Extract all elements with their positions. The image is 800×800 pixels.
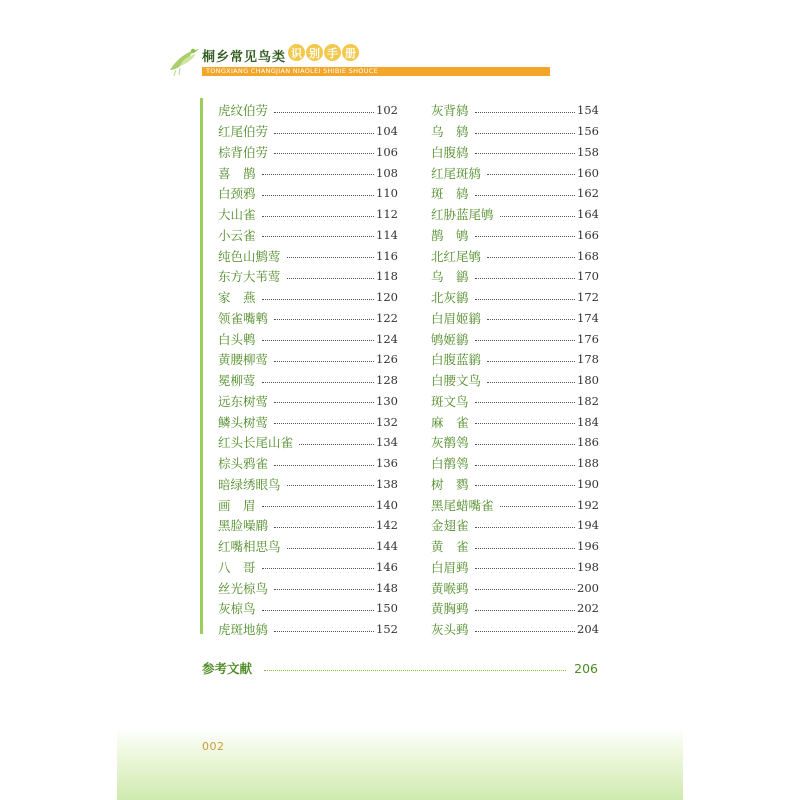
toc-entry[interactable]: [431, 577, 599, 598]
toc-entry[interactable]: [218, 432, 398, 453]
toc-entry-name: 丝光椋鸟: [218, 580, 269, 596]
toc-entry-page: 172: [577, 290, 599, 305]
book-header: [166, 40, 406, 80]
toc-entry-name: 东方大苇莺: [218, 269, 281, 285]
toc-entry-page: 116: [376, 248, 398, 263]
toc-entry-name: 红胁蓝尾鸲: [431, 207, 494, 223]
leader-dots: [487, 382, 575, 383]
leader-dots: [274, 133, 374, 134]
toc-entry-page: 178: [577, 352, 599, 367]
toc-entry-name: 北红尾鸲: [431, 248, 482, 264]
leader-dots: [274, 465, 374, 466]
toc-right-column: [431, 100, 599, 640]
leader-dots: [274, 112, 374, 113]
toc-entry-page: 124: [376, 331, 398, 346]
toc-entry-page: 104: [376, 124, 398, 139]
leader-dots: [262, 216, 375, 217]
leader-dots: [287, 257, 375, 258]
title-pinyin-bar: TONGXIANG CHANGJIAN NIAOLEI SHIBIE SHOUCE: [202, 67, 550, 76]
toc-entry[interactable]: [431, 183, 599, 204]
toc-entry-page: 142: [376, 518, 398, 533]
leader-dots: [475, 631, 576, 632]
leader-dots: [262, 236, 375, 237]
leader-dots: [500, 506, 576, 507]
toc-entry-name: 领雀嘴鹎: [218, 310, 269, 326]
toc-entry-name: 灰头鹀: [431, 622, 469, 638]
toc-entry[interactable]: [218, 515, 398, 536]
toc-entry-page: 156: [577, 124, 599, 139]
toc-entry[interactable]: [218, 474, 398, 495]
toc-entry-name: 虎纹伯劳: [218, 103, 269, 119]
toc-entry-page: 122: [376, 310, 398, 325]
toc-entry-page: 132: [376, 414, 398, 429]
toc-entry-page: 108: [376, 165, 398, 180]
leader-dots: [475, 236, 576, 237]
toc-entry-page: 194: [577, 518, 599, 533]
toc-entry-name: 鳞头树莺: [218, 414, 269, 430]
toc-entry[interactable]: [218, 142, 398, 163]
leader-dots: [475, 485, 576, 486]
leader-dots: [287, 485, 375, 486]
leader-dots: [475, 610, 576, 611]
toc-entry-page: 188: [577, 456, 599, 471]
toc-entry-name: 黄喉鹀: [431, 580, 469, 596]
toc-entry-page: 198: [577, 559, 599, 574]
toc-entry-page: 176: [577, 331, 599, 346]
toc-entry-page: 192: [577, 497, 599, 512]
bird-logo-icon: [166, 40, 200, 78]
toc-entry-name: 大山雀: [218, 207, 256, 223]
bottom-gradient-band: [117, 728, 683, 800]
leader-dots: [274, 361, 374, 362]
toc-entry-name: 小云雀: [218, 227, 256, 243]
toc-entry[interactable]: [218, 308, 398, 329]
leader-dots: [274, 631, 374, 632]
toc-entry-name: 棕头鸦雀: [218, 456, 269, 472]
leader-dots: [475, 153, 576, 154]
leader-dots: [475, 548, 576, 549]
leader-dots: [475, 299, 576, 300]
toc-entry[interactable]: [218, 557, 398, 578]
toc-entry[interactable]: [218, 391, 398, 412]
toc-entry-page: 168: [577, 248, 599, 263]
leader-dots: [262, 506, 375, 507]
leader-dots: [287, 548, 375, 549]
toc-entry-page: 120: [376, 290, 398, 305]
toc-entry-page: 150: [376, 601, 398, 616]
toc-entry-page: 204: [577, 622, 599, 637]
toc-entry-page: 154: [577, 103, 599, 118]
leader-dots: [487, 257, 575, 258]
toc-entry-page: 170: [577, 269, 599, 284]
toc-entry-name: 八 哥: [218, 559, 256, 575]
toc-entry-page: 148: [376, 580, 398, 595]
leader-dots: [475, 527, 576, 528]
leader-dots: [262, 382, 375, 383]
leader-dots: [262, 299, 375, 300]
toc-entry[interactable]: [218, 349, 398, 370]
toc-entry-name: 黑脸噪鹛: [218, 518, 269, 534]
toc-entry-name: 冕柳莺: [218, 373, 256, 389]
page-number: 002: [202, 740, 225, 753]
leader-dots: [262, 610, 375, 611]
leader-dots: [475, 195, 576, 196]
toc-entry[interactable]: [218, 225, 398, 246]
toc-entry[interactable]: [431, 328, 599, 349]
toc-entry-name: 喜 鹊: [218, 165, 256, 181]
toc-entry-page: 166: [577, 227, 599, 242]
toc-entry-name: 黑尾蜡嘴雀: [431, 497, 494, 513]
toc-entry[interactable]: [431, 162, 599, 183]
toc-entry[interactable]: [431, 245, 599, 266]
leader-dots: [274, 589, 374, 590]
toc-entry[interactable]: [218, 287, 398, 308]
toc-entry-name: 白鹡鸰: [431, 456, 469, 472]
title-badge: 手: [324, 44, 341, 61]
toc-entry-name: 乌 鸫: [431, 124, 469, 140]
toc-entry-name: 灰鹡鸰: [431, 435, 469, 451]
title-badge: 别: [306, 44, 323, 61]
leader-dots: [475, 589, 576, 590]
toc-entry-name: 红头长尾山雀: [218, 435, 294, 451]
toc-entry-page: 136: [376, 456, 398, 471]
leader-dots: [262, 340, 375, 341]
toc-entry-page: 174: [577, 310, 599, 325]
toc-entry-name: 黄腰柳莺: [218, 352, 269, 368]
toc-entry[interactable]: [431, 308, 599, 329]
toc-entry[interactable]: [431, 494, 599, 515]
toc-entry-name: 白头鹎: [218, 331, 256, 347]
toc-entry-page: 146: [376, 559, 398, 574]
toc-entry-page: 130: [376, 393, 398, 408]
toc-entry[interactable]: [431, 432, 599, 453]
toc-entry-page: 140: [376, 497, 398, 512]
references-label: 参考文献: [202, 661, 253, 676]
toc-entry[interactable]: [218, 619, 398, 640]
toc-entry-name: 金翅雀: [431, 518, 469, 534]
toc-entry-name: 鸲姬鹟: [431, 331, 469, 347]
toc-entry-name: 鹊 鸲: [431, 227, 469, 243]
toc-entry[interactable]: [218, 245, 398, 266]
toc-entry[interactable]: [431, 142, 599, 163]
toc-entry-page: 112: [376, 207, 398, 222]
leader-dots: [274, 319, 374, 320]
references-entry[interactable]: [202, 658, 598, 678]
toc-entry-page: 102: [376, 103, 398, 118]
toc-entry-name: 红尾伯劳: [218, 124, 269, 140]
leader-dots: [475, 402, 576, 403]
toc-entry-page: 160: [577, 165, 599, 180]
toc-entry-name: 家 燕: [218, 290, 256, 306]
toc-entry-name: 纯色山鹪莺: [218, 248, 281, 264]
toc-entry[interactable]: [218, 494, 398, 515]
toc-entry[interactable]: [431, 536, 599, 557]
toc-entry-page: 144: [376, 539, 398, 554]
toc-entry[interactable]: [218, 411, 398, 432]
toc-entry-name: 斑 鸫: [431, 186, 469, 202]
toc-entry-page: 200: [577, 580, 599, 595]
toc-entry-page: 114: [376, 227, 398, 242]
toc-entry[interactable]: [218, 577, 398, 598]
leader-dots: [475, 444, 576, 445]
leader-dots: [500, 216, 576, 217]
title-badge: 册: [342, 44, 359, 61]
toc-entry-page: 158: [577, 144, 599, 159]
toc-entry[interactable]: [218, 183, 398, 204]
toc-entry-name: 灰背鸫: [431, 103, 469, 119]
toc-entry-page: 190: [577, 476, 599, 491]
toc-entry[interactable]: [431, 453, 599, 474]
leader-dots: [262, 174, 375, 175]
toc-entry-name: 黄 雀: [431, 539, 469, 555]
toc-entry-page: 106: [376, 144, 398, 159]
toc-entry-page: 134: [376, 435, 398, 450]
toc-entry[interactable]: [218, 536, 398, 557]
toc-entry[interactable]: [218, 266, 398, 287]
toc-entry-page: 126: [376, 352, 398, 367]
leader-dots: [475, 423, 576, 424]
toc-entry-name: 虎斑地鸫: [218, 622, 269, 638]
toc-entry-name: 棕背伯劳: [218, 144, 269, 160]
toc-entry-page: 186: [577, 435, 599, 450]
toc-entry[interactable]: [218, 598, 398, 619]
toc-entry[interactable]: [431, 204, 599, 225]
toc-entry-name: 斑文鸟: [431, 393, 469, 409]
leader-dots: [475, 568, 576, 569]
toc-entry-name: 暗绿绣眼鸟: [218, 476, 281, 492]
toc-entry[interactable]: [431, 598, 599, 619]
green-divider-line: [200, 98, 203, 634]
toc-entry[interactable]: [431, 349, 599, 370]
toc-entry[interactable]: [431, 100, 599, 121]
toc-entry-name: 白眉姬鹟: [431, 310, 482, 326]
leader-dots: [262, 195, 375, 196]
toc-entry-name: 北灰鹟: [431, 290, 469, 306]
toc-entry[interactable]: [218, 204, 398, 225]
toc-entry-name: 画 眉: [218, 497, 256, 513]
toc-entry-name: 红嘴相思鸟: [218, 539, 281, 555]
leader-dots: [487, 174, 575, 175]
toc-entry-page: 182: [577, 393, 599, 408]
toc-entry-page: 110: [376, 186, 398, 201]
toc-entry-page: 118: [376, 269, 398, 284]
leader-dots: [475, 133, 576, 134]
toc-entry-name: 白腰文鸟: [431, 373, 482, 389]
leader-dots: [299, 444, 374, 445]
toc-entry-page: 162: [577, 186, 599, 201]
leader-dots: [274, 402, 374, 403]
toc-entry[interactable]: [431, 225, 599, 246]
leader-dots: [274, 527, 374, 528]
toc-entry-name: 红尾斑鸫: [431, 165, 482, 181]
toc-entry[interactable]: [431, 121, 599, 142]
toc-entry[interactable]: [431, 287, 599, 308]
toc-entry[interactable]: [431, 411, 599, 432]
toc-entry-name: 黄胸鹀: [431, 601, 469, 617]
toc-entry[interactable]: [218, 328, 398, 349]
leader-dots: [262, 568, 375, 569]
toc-entry-name: 远东树莺: [218, 393, 269, 409]
toc-entry[interactable]: [431, 515, 599, 536]
toc-left-column: [218, 100, 398, 640]
leader-dots: [487, 319, 575, 320]
toc-entry-name: 白颈鸦: [218, 186, 256, 202]
title-badges: [288, 44, 359, 61]
toc-entry[interactable]: [431, 557, 599, 578]
toc-entry[interactable]: [218, 162, 398, 183]
toc-entry[interactable]: [431, 619, 599, 640]
toc-entry[interactable]: [431, 370, 599, 391]
toc-entry-name: 白腹蓝鹟: [431, 352, 482, 368]
toc-entry-name: 白腹鸫: [431, 144, 469, 160]
leader-dots: [487, 361, 575, 362]
toc-entry-page: 164: [577, 207, 599, 222]
title-badge: 识: [288, 44, 305, 61]
toc-entry[interactable]: [218, 370, 398, 391]
book-title: 桐乡常见鸟类: [202, 50, 287, 65]
toc-entry[interactable]: [431, 474, 599, 495]
toc-entry-name: 麻 雀: [431, 414, 469, 430]
toc-entry-name: 白眉鹀: [431, 559, 469, 575]
toc-entry[interactable]: [218, 100, 398, 121]
toc-entry-page: 180: [577, 373, 599, 388]
toc-entry-page: 196: [577, 539, 599, 554]
leader-dots: [274, 423, 374, 424]
references-page: 206: [574, 660, 598, 676]
leader-dots: [475, 112, 576, 113]
toc-entry-name: 乌 鹟: [431, 269, 469, 285]
toc-entry-name: 灰椋鸟: [218, 601, 256, 617]
toc-entry-page: 202: [577, 601, 599, 616]
toc-entry-page: 152: [376, 622, 398, 637]
leader-dots: [274, 153, 374, 154]
leader-dots: [287, 278, 375, 279]
toc-entry[interactable]: [431, 391, 599, 412]
toc-entry-page: 138: [376, 476, 398, 491]
toc-entry[interactable]: [218, 453, 398, 474]
leader-dots: [475, 465, 576, 466]
leader-dots: [475, 340, 576, 341]
toc-entry-page: 184: [577, 414, 599, 429]
leader-dots: [475, 278, 576, 279]
toc-entry[interactable]: [431, 266, 599, 287]
toc-entry[interactable]: [218, 121, 398, 142]
leader-dots: [264, 670, 566, 671]
toc-entry-page: 128: [376, 373, 398, 388]
toc-entry-name: 树 鹨: [431, 476, 469, 492]
